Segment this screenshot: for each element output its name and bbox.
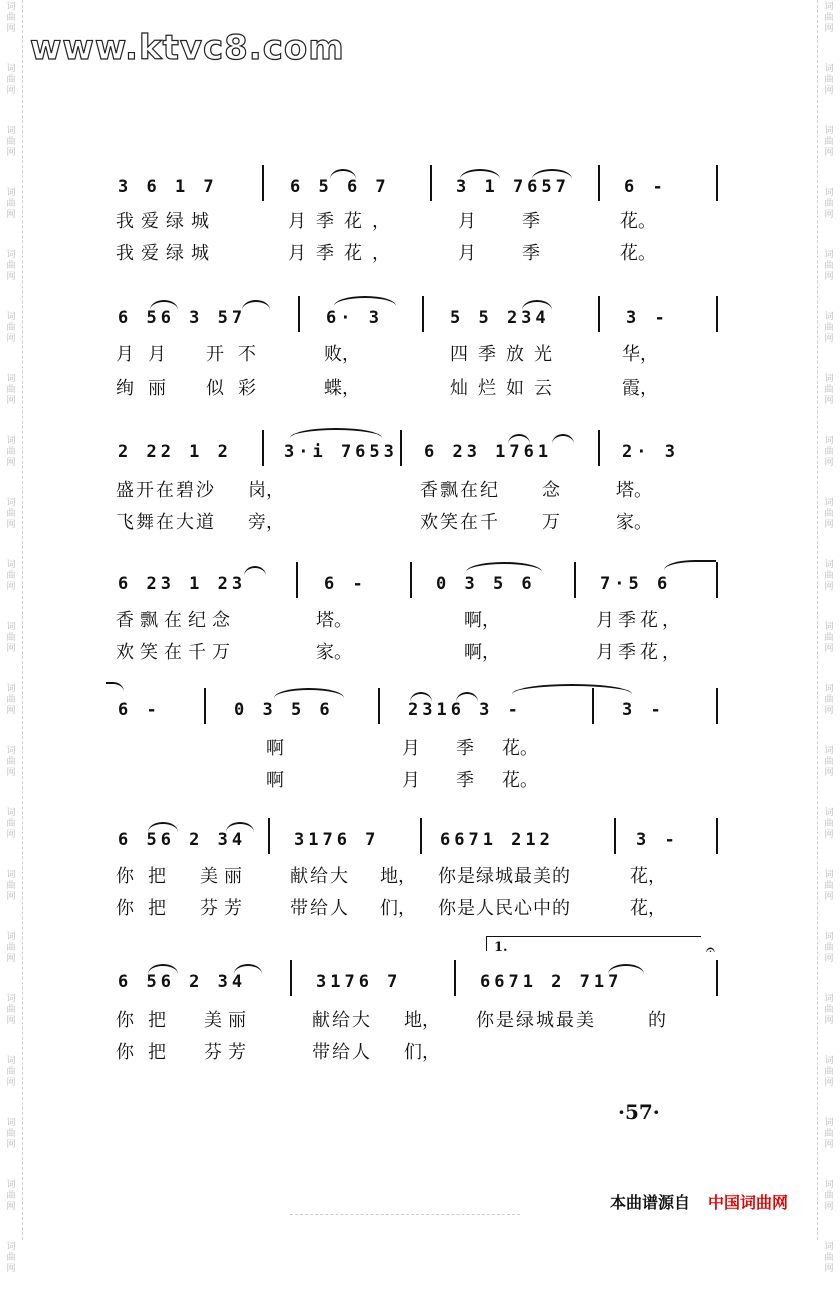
measure-notes: 6 56 2 34: [118, 972, 247, 992]
lyric: 欢笑在千: [420, 512, 500, 533]
lyric: 花。: [502, 770, 538, 791]
bar-line: [400, 430, 402, 466]
measure-notes: 2 22 1 2: [118, 442, 232, 462]
side-watermark-cell: 词 曲 网: [824, 250, 834, 282]
side-watermark-cell: 词 曲 网: [824, 622, 834, 654]
slur: [244, 566, 266, 576]
lyric: 花。: [620, 211, 656, 232]
lyric: 花。: [620, 243, 656, 264]
lyric: 花。: [502, 738, 538, 759]
side-watermark-cell: 词 曲 网: [6, 312, 16, 344]
lyrics-verse-2: [0, 239, 840, 267]
side-watermark-cell: 词 曲 网: [6, 808, 16, 840]
lyric: 月季花，: [596, 642, 684, 663]
lyrics-verse-2: [0, 766, 840, 794]
lyric: 献给大: [290, 866, 350, 887]
lyric: 你是人民心中的: [438, 898, 571, 919]
side-watermark-cell: 词 曲 网: [824, 870, 834, 902]
lyric: 飞舞在大道: [116, 512, 216, 533]
side-watermark-cell: 词 曲 网: [6, 870, 16, 902]
bar-line: [716, 165, 718, 201]
side-watermark-cell: 词 曲 网: [6, 250, 16, 282]
lyric: 带给人: [290, 898, 350, 919]
side-watermark-cell: 词 曲 网: [824, 188, 834, 220]
lyric: 们，: [380, 898, 416, 919]
lyric: 带给人: [312, 1042, 372, 1063]
bar-line: [716, 562, 718, 598]
fermata-icon: 𝄐: [706, 940, 715, 959]
lyric: 你是绿城最美: [476, 1010, 596, 1031]
bar-line: [204, 688, 206, 724]
bar-line: [296, 562, 298, 598]
lyric: 美丽: [200, 866, 248, 887]
measure-notes: 3176 7: [316, 972, 402, 992]
lyric: 月季花，: [596, 610, 684, 631]
bottom-dash: [290, 1214, 520, 1215]
lyrics-verse-1: [0, 606, 840, 634]
bar-line: [614, 818, 616, 854]
lyric: 岗，: [248, 480, 284, 501]
lyric: 美丽: [204, 1010, 252, 1031]
lyric: 的: [648, 1010, 666, 1031]
side-watermark-cell: 词 曲 网: [824, 1180, 834, 1212]
lyric: 月: [458, 243, 476, 264]
lyric: 月月: [116, 344, 180, 365]
source-label: 本曲谱源自: [610, 1193, 691, 1212]
bar-line: [598, 430, 600, 466]
lyrics-verse-1: [0, 862, 840, 890]
measure-notes: 3 -: [636, 830, 679, 850]
bar-line: [422, 296, 424, 332]
measure-notes: 6 5 6 7: [290, 177, 390, 197]
lyric: 芬芳: [204, 1042, 252, 1063]
lyric: 念: [542, 480, 560, 501]
slur: [274, 688, 344, 698]
side-watermark-cell: 词 曲 网: [824, 560, 834, 592]
side-watermark-cell: 词 曲 网: [6, 2, 16, 34]
measure-notes: 6671 2 717: [480, 972, 623, 992]
side-watermark-cell: 词 曲 网: [824, 312, 834, 344]
side-watermark-cell: 词 曲 网: [6, 64, 16, 96]
bar-line: [598, 165, 600, 201]
bar-line: [574, 562, 576, 598]
lyric: 我爱绿城: [116, 243, 216, 264]
lyric: 似彩: [206, 378, 270, 399]
lyric: 献给大: [312, 1010, 372, 1031]
bar-line: [378, 688, 380, 724]
measure-notes: 6· 3: [326, 308, 383, 328]
lyrics-verse-1: [0, 734, 840, 762]
side-watermark-cell: 词 曲 网: [824, 374, 834, 406]
lyric: 啊，: [464, 610, 500, 631]
slur: [148, 822, 178, 832]
side-watermark-cell: 词 曲 网: [824, 746, 834, 778]
slur: [456, 692, 478, 702]
lyric: 灿烂如云: [450, 378, 562, 399]
lyric: 你把: [116, 1010, 180, 1031]
tie-out: [664, 560, 716, 570]
lyric: 四季放光: [450, 344, 562, 365]
bar-line: [262, 430, 264, 466]
bar-line: [716, 296, 718, 332]
measure-notes: 6671 212: [440, 830, 554, 850]
bar-line: [290, 960, 292, 996]
lyric: 季: [522, 243, 540, 264]
lyric: 败，: [324, 344, 360, 365]
lyric: 塔。: [616, 480, 652, 501]
bar-line: [268, 818, 270, 854]
side-watermark-cell: 词 曲 网: [6, 436, 16, 468]
measure-notes: 3 6 1 7: [118, 177, 218, 197]
side-watermark-cell: 词 曲 网: [824, 684, 834, 716]
notation-line: [0, 440, 840, 480]
lyric: 华，: [622, 344, 658, 365]
notation-line: [0, 698, 840, 738]
page-number: ·57·: [618, 1100, 660, 1124]
lyric: 花，: [630, 866, 666, 887]
slur: [148, 964, 178, 974]
side-watermark-cell: 词 曲 网: [6, 1056, 16, 1088]
side-watermark-cell: 词 曲 网: [824, 126, 834, 158]
lyrics-verse-2: [0, 374, 840, 402]
lyrics-verse-1: [0, 476, 840, 504]
measure-notes: 5 5 234: [450, 308, 550, 328]
side-watermark-cell: 词 曲 网: [6, 188, 16, 220]
side-watermark-cell: 词 曲 网: [824, 1056, 834, 1088]
side-watermark-cell: 词 曲 网: [824, 1242, 834, 1274]
slur: [410, 692, 432, 702]
bar-line: [410, 562, 412, 598]
lyrics-verse-2: [0, 508, 840, 536]
lyrics-verse-1: [0, 207, 840, 235]
lyric: 啊，: [464, 642, 500, 663]
side-watermark-cell: 词 曲 网: [6, 498, 16, 530]
measure-notes: 6 -: [118, 700, 161, 720]
measure-notes: 6 23 1 23: [118, 574, 247, 594]
first-ending-bracket: [486, 936, 701, 951]
lyric: 芬芳: [200, 898, 248, 919]
lyrics-verse-2: [0, 894, 840, 922]
slur: [512, 684, 632, 694]
measure-notes: 6 56 3 57: [118, 308, 247, 328]
lyric: 月: [402, 770, 420, 791]
slur: [522, 300, 552, 310]
side-watermark-cell: 词 曲 网: [6, 622, 16, 654]
lyric: 欢笑在千万: [116, 642, 236, 663]
site-url-watermark: www.ktvc8.com: [30, 28, 345, 68]
slur: [330, 169, 356, 179]
footer-credit: [610, 1190, 788, 1213]
slur: [552, 434, 574, 444]
lyric: 我爱绿城: [116, 211, 216, 232]
side-watermark-cell: 词 曲 网: [6, 374, 16, 406]
measure-notes: 7·5 6: [600, 574, 672, 594]
slur: [242, 300, 270, 310]
lyric: 你把: [116, 1042, 180, 1063]
lyric: 你把: [116, 866, 180, 887]
lyrics-verse-1: [0, 340, 840, 368]
side-watermark-cell: 词 曲 网: [824, 1118, 834, 1150]
lyric: 家。: [316, 642, 352, 663]
slur: [460, 169, 500, 179]
lyric: 啊: [266, 770, 284, 791]
side-watermark-cell: 词 曲 网: [824, 2, 834, 34]
lyric: 你是绿城最美的: [438, 866, 571, 887]
side-watermark-cell: 词 曲 网: [6, 1118, 16, 1150]
lyric: 月季花，: [288, 211, 400, 232]
lyric: 季: [456, 738, 474, 759]
side-watermark-cell: 词 曲 网: [824, 64, 834, 96]
side-watermark-cell: 词 曲 网: [824, 932, 834, 964]
side-watermark-cell: 词 曲 网: [6, 560, 16, 592]
lyric: 万: [542, 512, 560, 533]
side-watermark-cell: 词 曲 网: [6, 994, 16, 1026]
slur: [532, 169, 572, 179]
lyric: 花，: [630, 898, 666, 919]
lyric: 月: [402, 738, 420, 759]
slur: [508, 434, 530, 444]
lyric: 绚丽: [116, 378, 180, 399]
side-watermark-cell: 词 曲 网: [6, 932, 16, 964]
measure-notes: 0 3 5 6: [436, 574, 536, 594]
side-watermark-cell: 词 曲 网: [824, 994, 834, 1026]
first-ending-label: 1.: [494, 940, 508, 955]
site-link[interactable]: 中国词曲网: [708, 1193, 789, 1212]
notation-line: [0, 970, 840, 1010]
side-watermark-cell: 词 曲 网: [824, 808, 834, 840]
lyric: 开不: [206, 344, 270, 365]
lyric: 们，: [404, 1042, 440, 1063]
slur: [226, 822, 254, 832]
lyric: 地，: [404, 1010, 440, 1031]
measure-notes: 6 -: [624, 177, 667, 197]
side-watermark-cell: 词 曲 网: [6, 126, 16, 158]
measure-notes: 3 -: [622, 700, 665, 720]
bar-line: [598, 296, 600, 332]
bar-line: [716, 818, 718, 854]
lyric: 月季花，: [288, 243, 400, 264]
lyrics-verse-1: [0, 1006, 840, 1034]
bar-line: [430, 165, 432, 201]
side-watermark-cell: 词 曲 网: [824, 498, 834, 530]
bar-line: [454, 960, 456, 996]
lyric: 香飘在纪念: [116, 610, 236, 631]
slur: [150, 300, 178, 310]
side-watermark-cell: 词 曲 网: [824, 436, 834, 468]
lyric: 季: [522, 211, 540, 232]
lyric: 啊: [266, 738, 284, 759]
bar-line: [298, 296, 300, 332]
measure-notes: 3·i 7653: [284, 442, 398, 462]
lyric: 家。: [616, 512, 652, 533]
lyric: 蝶，: [324, 378, 360, 399]
bar-line: [716, 960, 718, 996]
lyric: 香飘在纪: [420, 480, 500, 501]
slur: [334, 296, 396, 306]
measure-notes: 6 56 2 34: [118, 830, 247, 850]
side-watermark-cell: 词 曲 网: [6, 746, 16, 778]
measure-notes: 3 1 7657: [456, 177, 570, 197]
measure-notes: 2· 3: [622, 442, 679, 462]
side-watermark-cell: 词 曲 网: [6, 1180, 16, 1212]
slur: [466, 562, 542, 572]
measure-notes: 3176 7: [294, 830, 380, 850]
measure-notes: 0 3 5 6: [234, 700, 334, 720]
bar-line: [592, 688, 594, 724]
lyric: 季: [456, 770, 474, 791]
lyrics-verse-2: [0, 1038, 840, 1066]
side-watermark-cell: 词 曲 网: [6, 1242, 16, 1274]
lyric: 地，: [380, 866, 416, 887]
lyric: 月: [458, 211, 476, 232]
slur: [234, 964, 262, 974]
bar-line: [716, 688, 718, 724]
slur: [608, 964, 644, 974]
measure-notes: 6 23 1761: [424, 442, 553, 462]
bar-line: [262, 165, 264, 201]
lyric: 旁，: [248, 512, 284, 533]
lyric: 塔。: [316, 610, 352, 631]
lyric: 你把: [116, 898, 180, 919]
measure-notes: 6 -: [324, 574, 367, 594]
measure-notes: 2316 3 -: [408, 700, 522, 720]
lyric: 盛开在碧沙: [116, 480, 216, 501]
slur: [290, 428, 382, 438]
lyrics-verse-2: [0, 638, 840, 666]
measure-notes: 3 -: [626, 308, 669, 328]
side-watermark-cell: 词 曲 网: [6, 684, 16, 716]
lyric: 霞，: [622, 378, 658, 399]
tie-in: [106, 682, 124, 692]
bar-line: [420, 818, 422, 854]
